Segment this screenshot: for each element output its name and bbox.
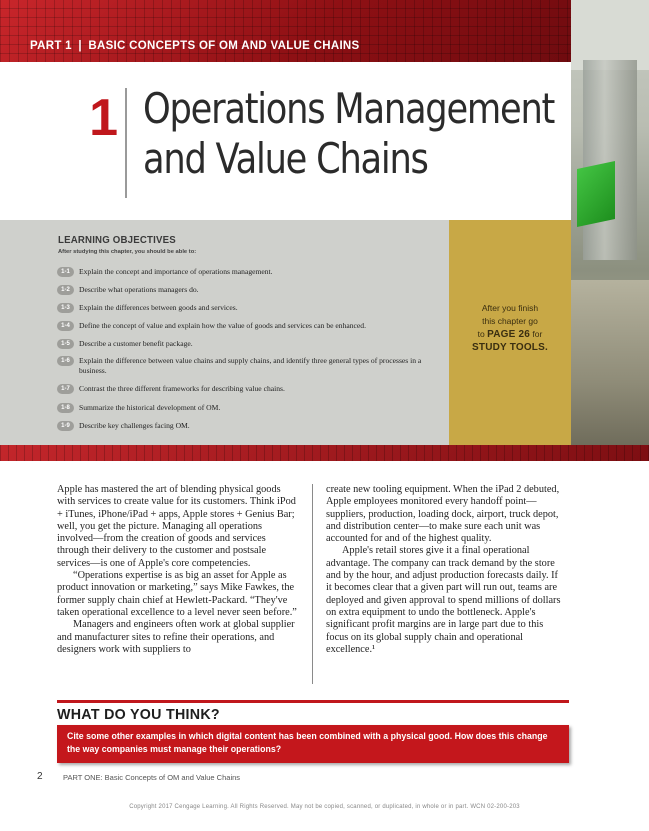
body-paragraph: “Operations expertise is as big an asset for Apple as product innovation or marketing,” says Mike Fawkes, the former supply chain chief at Hewlett-Packard. “They've taken operational excellence to a level never seen before.” [57, 570, 297, 618]
part-label: PART 1 [30, 40, 72, 52]
objective-badge: 1-8 [57, 403, 74, 413]
objective-badge: 1-7 [57, 384, 74, 394]
copyright-notice: Copyright 2017 Cengage Learning. All Rights Reserved. May not be copied, scanned, or duplicated, in whole or in part. WCN 02-200-203 [129, 804, 520, 810]
objective-text: Contrast the three different frameworks for describing value chains. [79, 384, 285, 393]
study-tools-to: to [477, 329, 485, 339]
objective-text: Describe what operations managers do. [79, 285, 199, 294]
objective-item [57, 285, 442, 295]
objective-text: Explain the difference between value chains and supply chains, and identify three general types of processes in a business. [79, 356, 422, 375]
study-tools-line3 [458, 328, 562, 341]
objective-text: Describe a customer benefit package. [79, 339, 193, 348]
learning-objectives-heading: LEARNING OBJECTIVES [58, 234, 176, 246]
objective-text: Define the concept of value and explain how the value of goods and services can be enhanced. [79, 321, 366, 330]
objective-item [57, 303, 442, 313]
objective-item [57, 384, 442, 394]
body-column-left [57, 484, 297, 656]
body-paragraph: Apple has mastered the art of blending physical goods with services to create value for its customers. Think iPod + iTunes, iPhone/iPad + apps, Apple stores + Genius Bar; well, you get the picture. Managing all operations involved—from the creation of goods and services through their delivery to the customer and postsale services—is one of Apple's core competencies. [57, 484, 296, 569]
what-do-you-think-question: Cite some other examples in which digital content has been combined with a physical good. How does this change the way companies must manage their operations? [67, 731, 548, 754]
chapter-title-line2: and Value Chains [143, 134, 428, 183]
what-do-you-think-rule [57, 700, 569, 703]
objective-item [57, 267, 442, 277]
body-paragraph: create new tooling equipment. When the iPad 2 debuted, Apple employees monitored every handoff point—suppliers, production, loading dock, airport, truck depot, and distribution center—to make sure each unit was accounted for and of the highest quality. [326, 484, 560, 545]
part-separator: | [78, 40, 82, 52]
objective-badge: 1-1 [57, 267, 74, 277]
photo-glass-pane [583, 60, 637, 260]
body-paragraph: Apple's retail stores give it a final operational advantage. The company can track demand by the store and by the hour, and adjust production forecasts daily. If it becomes clear that a given part will run out, teams are deployed and given approval to spend millions of dollars on extra equipment to undo the bottleneck. Apple's significant profit margins are in large part due to this focus on its global supply chain and operational excellence.¹ [326, 545, 561, 655]
objective-badge: 1-5 [57, 339, 74, 349]
what-do-you-think-heading: WHAT DO YOU THINK? [57, 706, 220, 723]
chapter-divider [125, 88, 127, 198]
objective-item [57, 321, 442, 331]
study-tools-page: PAGE 26 [487, 329, 531, 340]
objective-text: Describe key challenges facing OM. [79, 421, 190, 430]
chapter-number: 1 [89, 89, 118, 147]
body-column-right [326, 484, 566, 656]
study-tools-text [458, 302, 562, 354]
objective-text: Explain the concept and importance of operations management. [79, 267, 273, 276]
objective-badge: 1-2 [57, 285, 74, 295]
running-footer-title: PART ONE: Basic Concepts of OM and Value Chains [63, 773, 241, 782]
study-tools-line1: After you finish [481, 303, 539, 313]
objective-item [57, 403, 442, 413]
chapter-title-line1: Operations Management [143, 84, 555, 133]
objective-item [57, 421, 442, 431]
part-title: BASIC CONCEPTS OF OM AND VALUE CHAINS [88, 40, 360, 52]
part-heading [30, 36, 450, 56]
objective-text: Explain the differences between goods and services. [79, 303, 238, 312]
photo-floor [571, 280, 649, 450]
column-divider [312, 484, 313, 684]
chapter-photo [571, 0, 649, 450]
objective-badge: 1-6 [57, 356, 74, 366]
study-tools-line4: STUDY TOOLS. [472, 342, 548, 353]
chapter-title [143, 84, 555, 184]
objective-badge: 1-4 [57, 321, 74, 331]
page-number: 2 [37, 771, 43, 782]
photo-green-logo [577, 161, 615, 227]
objective-item [57, 339, 442, 349]
objective-item [57, 356, 442, 375]
study-tools-line2: this chapter go [482, 316, 538, 326]
objective-text: Summarize the historical development of OM. [79, 403, 221, 412]
objective-badge: 1-3 [57, 303, 74, 313]
header-bottom-band [0, 445, 649, 461]
objective-badge: 1-9 [57, 421, 74, 431]
body-paragraph: Managers and engineers often work at global supplier and manufacturer sites to refine their operations, and designers work with suppliers to [57, 619, 295, 655]
study-tools-for: for [532, 329, 543, 339]
learning-objectives-intro: After studying this chapter, you should be able to: [58, 249, 197, 255]
